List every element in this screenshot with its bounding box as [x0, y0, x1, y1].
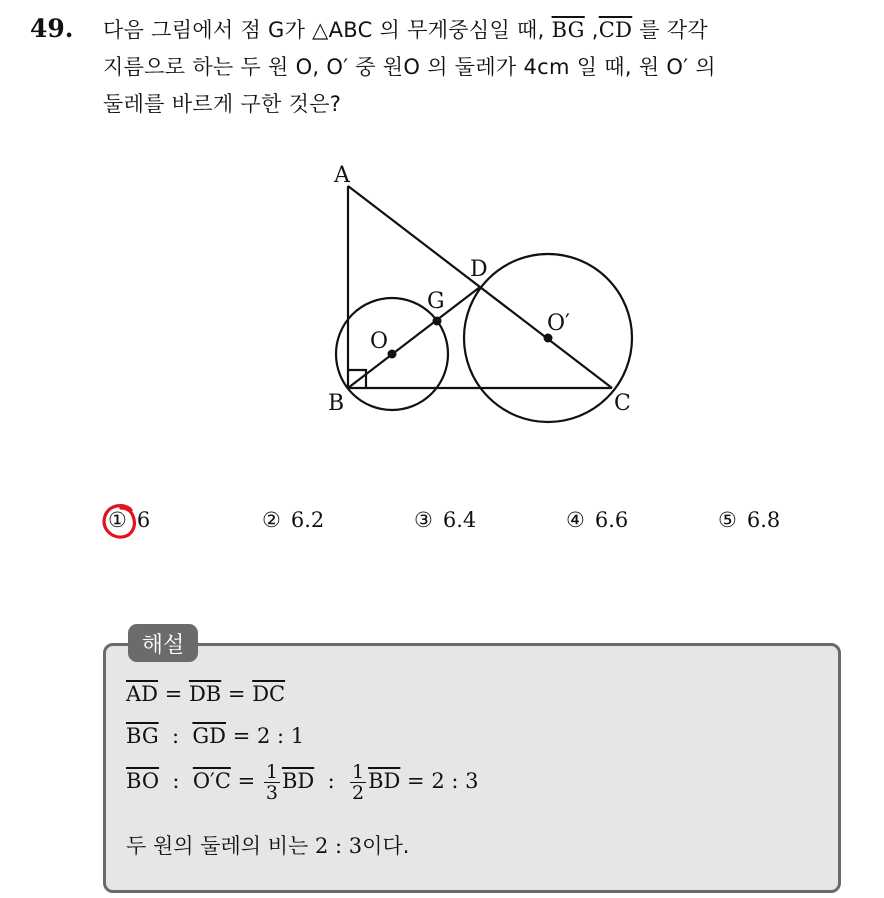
solution-line-3: $\overline{BO}$ : O′C = $\frac{1}{3}$ $\overline{BD}$ : $\frac{1}{2}$ $\overline{BD} = 2$ : 3	[126, 761, 479, 804]
label-o-prime: O′	[547, 311, 571, 336]
label-a: A	[334, 163, 350, 188]
question-line-1: 다음 그림에서 점 G가 △ABC 의 무게중심일 때, $\overline{BG}$ $,\overline{CD}$ 를 각각	[103, 18, 708, 42]
label-o: O	[370, 329, 389, 354]
question-text	[103, 12, 863, 123]
segment-cd: $\overline{CD}$	[598, 18, 633, 42]
answer-mark-icon	[101, 502, 139, 542]
choice-3[interactable]: ③ 6.4	[414, 508, 477, 532]
question-number: 49.	[30, 14, 74, 43]
choice-2[interactable]: ② 6.2	[262, 508, 325, 532]
choice-4[interactable]: ④ 6.6	[566, 508, 629, 532]
fraction-one-half: $\frac{1}{2}$	[352, 761, 365, 804]
label-d: D	[470, 257, 488, 282]
label-b: B	[328, 391, 345, 416]
question-line-3: 둘레를 바르게 구한 것은?	[103, 92, 342, 116]
label-c: C	[614, 391, 631, 416]
solution-line-2: $\overline{BG}$ : $\overline{GD} = 2$ : 1	[126, 724, 305, 748]
point-o	[388, 350, 397, 359]
solution-line-1: $\overline{AD} = \overline{DB} = \overline{DC}$	[126, 682, 286, 706]
solution-tab: 해설	[128, 624, 198, 662]
point-g	[433, 317, 442, 326]
answer-choices	[108, 508, 828, 542]
geometry-figure	[300, 150, 660, 430]
segment-bg: $\overline{BG}$	[551, 18, 585, 42]
choice-1[interactable]: ① 6	[108, 508, 150, 532]
question-line-2: 지름으로 하는 두 원 O, O′ 중 원O 의 둘레가 4cm 일 때, 원 O′ 의	[103, 55, 716, 79]
label-g: G	[427, 289, 445, 314]
choice-5[interactable]: ⑤ 6.8	[718, 508, 781, 532]
fraction-one-third: $\frac{1}{3}$	[265, 761, 278, 804]
solution-line-4: 두 원의 둘레의 비는 2 : 3이다.	[126, 834, 410, 858]
